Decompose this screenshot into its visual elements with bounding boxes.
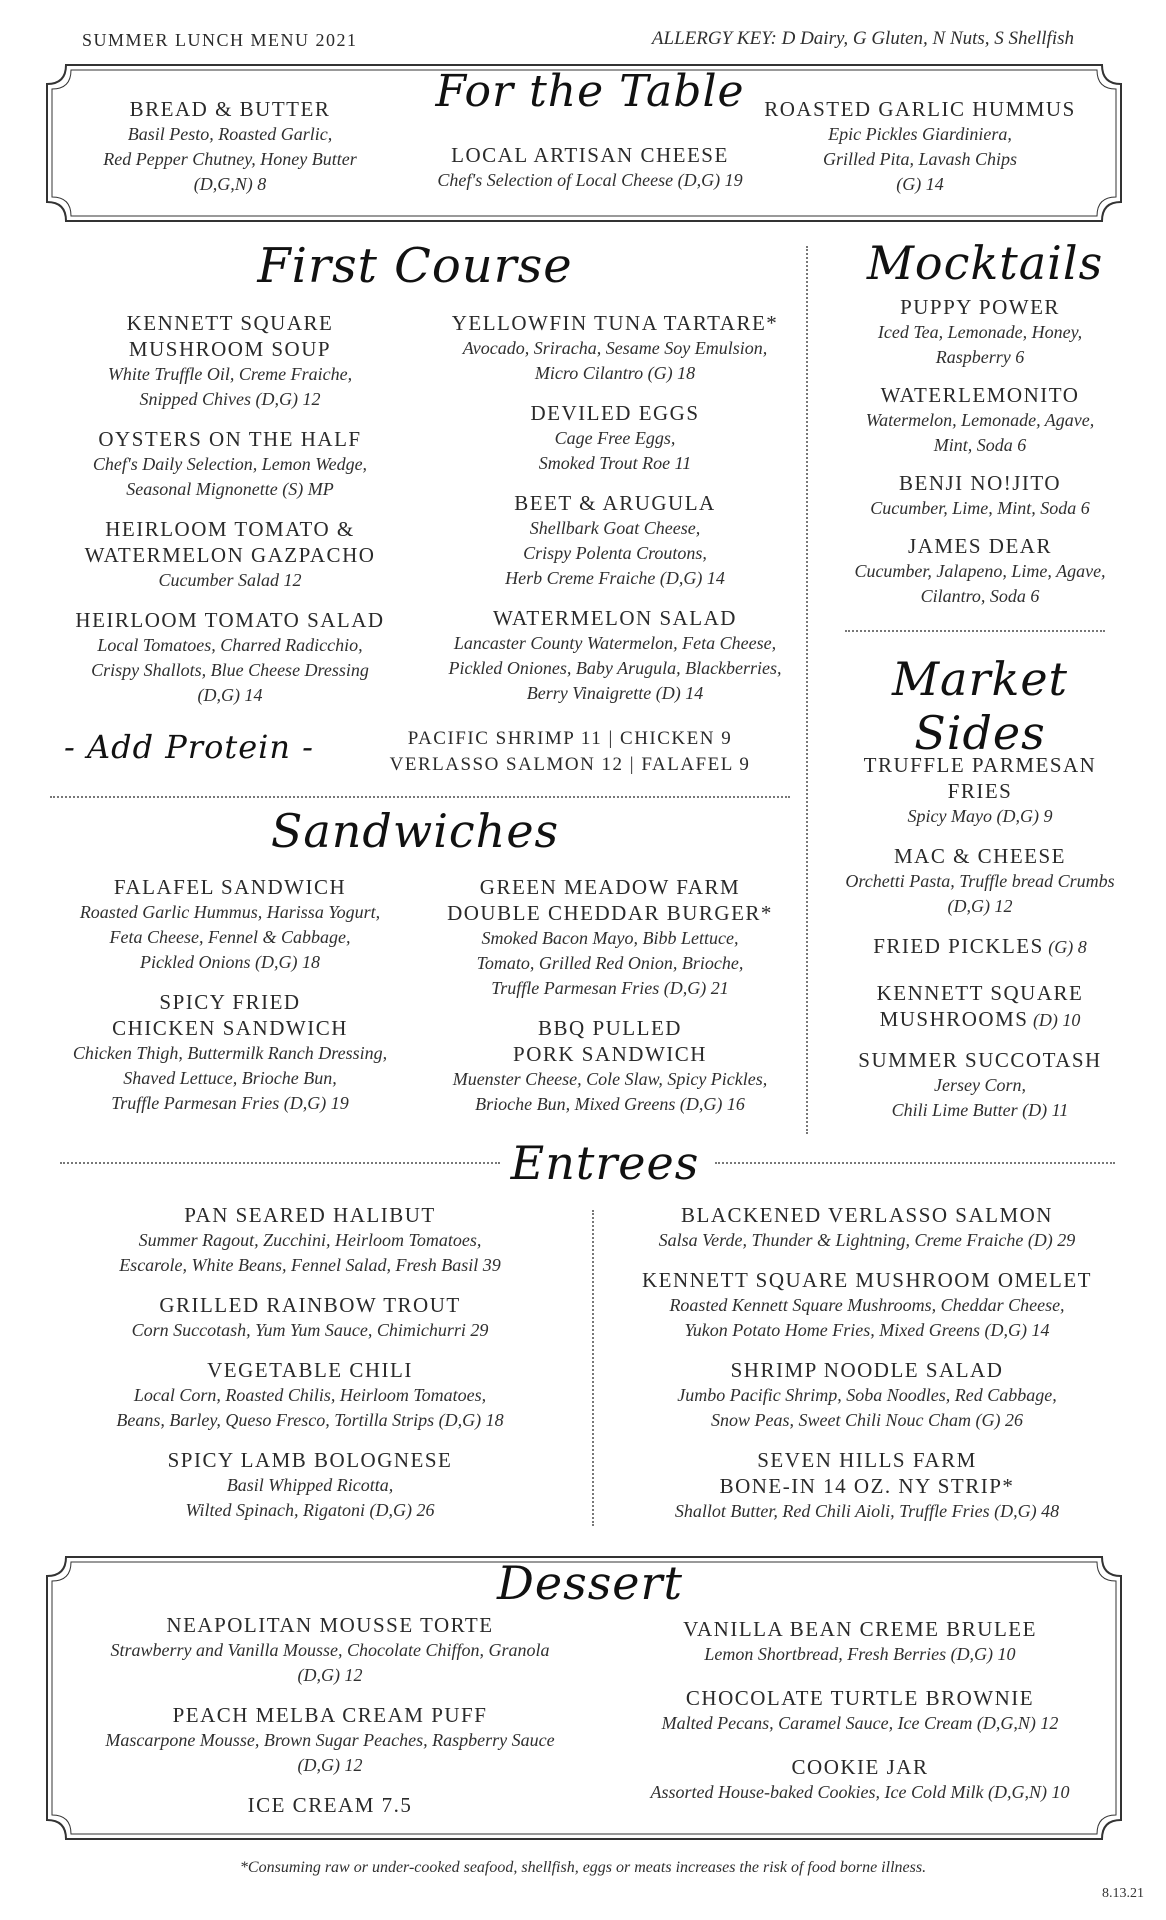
spicy-chicken-sandwich: SPICY FRIED CHICKEN SANDWICH Chicken Thigh, Buttermilk Ranch Dressing, Shaved Lettuce, Brioche Bun, Truffle Parmesan Fries (D,G) 19 bbox=[72, 990, 388, 1113]
allergy-key: ALLERGY KEY: D Dairy, G Gluten, N Nuts, S Shellfish bbox=[651, 28, 1074, 49]
menu-date: 8.13.21 bbox=[1102, 1886, 1144, 1901]
entrees-right bbox=[612, 1202, 1122, 1538]
cheddar-burger: GREEN MEADOW FARM DOUBLE CHEDDAR BURGER* Smoked Bacon Mayo, Bibb Lettuce, Tomato, Grilled Red Onion, Brioche, Truffle Parmesan Fries (D,G) 21 bbox=[447, 875, 773, 998]
falafel-sandwich: FALAFEL SANDWICH Roasted Garlic Hummus, Harissa Yogurt, Feta Cheese, Fennel & Cabbage, Pickled Onions (D,G) 18 bbox=[79, 875, 381, 972]
lamb-bolognese: SPICY LAMB BOLOGNESE Basil Whipped Ricotta, Wilted Spinach, Rigatoni (D,G) 26 bbox=[167, 1448, 453, 1520]
first-course-right bbox=[420, 310, 810, 720]
entrees-left bbox=[60, 1202, 560, 1537]
protein-options: PACIFIC SHRIMP 11 | CHICKEN 9 VERLASSO SALMON 12 | FALAFEL 9 bbox=[389, 728, 751, 775]
dessert-title: Dessert bbox=[496, 1556, 683, 1610]
market-sides-list bbox=[835, 752, 1125, 1137]
mocktails-divider bbox=[845, 630, 1105, 632]
entrees-column-divider bbox=[592, 1210, 594, 1526]
mocktails-list bbox=[835, 294, 1125, 621]
sandwiches-title: Sandwiches bbox=[270, 804, 560, 858]
entrees-divider-left bbox=[60, 1162, 500, 1164]
local-artisan-cheese: LOCAL ARTISAN CHEESE Chef's Selection of Local Cheese (D,G) 19 bbox=[437, 143, 743, 190]
menu-title: SUMMER LUNCH MENU 2021 bbox=[82, 30, 358, 50]
james-dear: JAMES DEAR Cucumber, Jalapeno, Lime, Agave, Cilantro, Soda 6 bbox=[854, 534, 1106, 606]
for-the-table-title: For the Table bbox=[435, 66, 745, 117]
sandwiches-right bbox=[420, 874, 800, 1131]
shrimp-noodle-salad: SHRIMP NOODLE SALAD Jumbo Pacific Shrimp, Soba Noodles, Red Cabbage, Snow Peas, Sweet Chili Nouc Cham (G) 26 bbox=[677, 1358, 1057, 1430]
entrees-divider-right bbox=[715, 1162, 1115, 1164]
peach-melba-cream-puff: PEACH MELBA CREAM PUFF Mascarpone Mousse, Brown Sugar Peaches, Raspberry Sauce (D,G) 12 bbox=[105, 1703, 555, 1775]
turtle-brownie: CHOCOLATE TURTLE BROWNIE Malted Pecans, Caramel Sauce, Ice Cream (D,G,N) 12 bbox=[661, 1686, 1059, 1733]
deviled-eggs: DEVILED EGGS Cage Free Eggs, Smoked Trout Roe 11 bbox=[530, 401, 700, 473]
sandwiches-left bbox=[50, 874, 410, 1130]
vegetable-chili: VEGETABLE CHILI Local Corn, Roasted Chilis, Heirloom Tomatoes, Beans, Barley, Queso Fresco, Tortilla Strips (D,G) 18 bbox=[116, 1358, 504, 1430]
right-column-divider bbox=[806, 246, 808, 1134]
first-course-title: First Course bbox=[257, 238, 573, 294]
watermelon-salad: WATERMELON SALAD Lancaster County Watermelon, Feta Cheese, Pickled Oniones, Baby Arugula, Blackberries, Berry Vinaigrette (D) 14 bbox=[448, 606, 782, 703]
mac-cheese: MAC & CHEESE Orchetti Pasta, Truffle bread Crumbs (D,G) 12 bbox=[845, 844, 1115, 916]
summer-succotash: SUMMER SUCCOTASH Jersey Corn, Chili Lime Butter (D) 11 bbox=[858, 1048, 1102, 1120]
pulled-pork-sandwich: BBQ PULLED PORK SANDWICH Muenster Cheese, Cole Slaw, Spicy Pickles, Brioche Bun, Mixed Greens (D,G) 16 bbox=[452, 1016, 768, 1114]
ny-strip: SEVEN HILLS FARM BONE-IN 14 OZ. NY STRIP* Shallot Butter, Red Chili Aioli, Truffle Fries (D,G) 48 bbox=[674, 1448, 1060, 1521]
sandwiches-divider bbox=[50, 796, 790, 798]
oysters: OYSTERS ON THE HALF Chef's Daily Selection, Lemon Wedge, Seasonal Mignonette (S) MP bbox=[92, 427, 368, 499]
market-sides-title: Market Sides bbox=[891, 652, 1069, 760]
truffle-fries: TRUFFLE PARMESAN FRIES Spicy Mayo (D,G) 9 bbox=[863, 753, 1097, 826]
waterlemonito: WATERLEMONITO Watermelon, Lemonade, Agave, Mint, Soda 6 bbox=[865, 383, 1095, 455]
mocktails-title: Mocktails bbox=[866, 236, 1104, 290]
kennett-square-mushrooms: KENNETT SQUARE MUSHROOMS (D) 10 bbox=[876, 981, 1084, 1031]
dessert-left bbox=[80, 1612, 580, 1832]
mushroom-soup: KENNETT SQUARE MUSHROOM SOUP White Truffle Oil, Creme Fraiche, Snipped Chives (D,G) 12 bbox=[107, 311, 353, 409]
rainbow-trout: GRILLED RAINBOW TROUT Corn Succotash, Yum Yum Sauce, Chimichurri 29 bbox=[131, 1293, 489, 1340]
benji-nojito: BENJI NO!JITO Cucumber, Lime, Mint, Soda 6 bbox=[870, 471, 1090, 518]
fried-pickles: FRIED PICKLES (G) 8 bbox=[873, 934, 1087, 958]
ice-cream: ICE CREAM 7.5 bbox=[247, 1793, 413, 1817]
mousse-torte: NEAPOLITAN MOUSSE TORTE Strawberry and Vanilla Mousse, Chocolate Chiffon, Granola (D,G) 12 bbox=[110, 1613, 550, 1685]
verlasso-salmon: BLACKENED VERLASSO SALMON Salsa Verde, Thunder & Lightning, Creme Fraiche (D) 29 bbox=[658, 1203, 1076, 1250]
first-course-left bbox=[50, 310, 410, 722]
raw-food-disclaimer: *Consuming raw or under-cooked seafood, shellfish, eggs or meats increases the risk of food borne illness. bbox=[239, 1859, 927, 1876]
tuna-tartare: YELLOWFIN TUNA TARTARE* Avocado, Sriracha, Sesame Soy Emulsion, Micro Cilantro (G) 18 bbox=[451, 311, 779, 383]
creme-brulee: VANILLA BEAN CREME BRULEE Lemon Shortbread, Fresh Berries (D,G) 10 bbox=[683, 1617, 1037, 1664]
gazpacho: HEIRLOOM TOMATO & WATERMELON GAZPACHO Cucumber Salad 12 bbox=[84, 517, 376, 590]
dessert-right bbox=[610, 1616, 1110, 1819]
puppy-power: PUPPY POWER Iced Tea, Lemonade, Honey, Raspberry 6 bbox=[877, 295, 1083, 367]
halibut: PAN SEARED HALIBUT Summer Ragout, Zucchini, Heirloom Tomatoes, Escarole, White Beans, Fennel Salad, Fresh Basil 39 bbox=[119, 1203, 501, 1275]
roasted-garlic-hummus: ROASTED GARLIC HUMMUS Epic Pickles Giardiniera, Grilled Pita, Lavash Chips (G) 14 bbox=[764, 97, 1076, 194]
beet-arugula: BEET & ARUGULA Shellbark Goat Cheese, Crispy Polenta Croutons, Herb Creme Fraiche (D,G) 14 bbox=[505, 491, 725, 588]
cookie-jar: COOKIE JAR Assorted House-baked Cookies, Ice Cold Milk (D,G,N) 10 bbox=[650, 1755, 1070, 1802]
add-protein-label: - Add Protein - bbox=[64, 728, 314, 766]
entrees-title: Entrees bbox=[510, 1136, 700, 1190]
mushroom-omelet: KENNETT SQUARE MUSHROOM OMELET Roasted Kennett Square Mushrooms, Cheddar Cheese, Yukon Potato Home Fries, Mixed Greens (D,G) 14 bbox=[641, 1268, 1093, 1340]
heirloom-tomato-salad: HEIRLOOM TOMATO SALAD Local Tomatoes, Charred Radicchio, Crispy Shallots, Blue Cheese Dressing (D,G) 14 bbox=[75, 608, 385, 705]
bread-butter: BREAD & BUTTER Basil Pesto, Roasted Garlic, Red Pepper Chutney, Honey Butter (D,G,N) 8 bbox=[103, 97, 357, 194]
